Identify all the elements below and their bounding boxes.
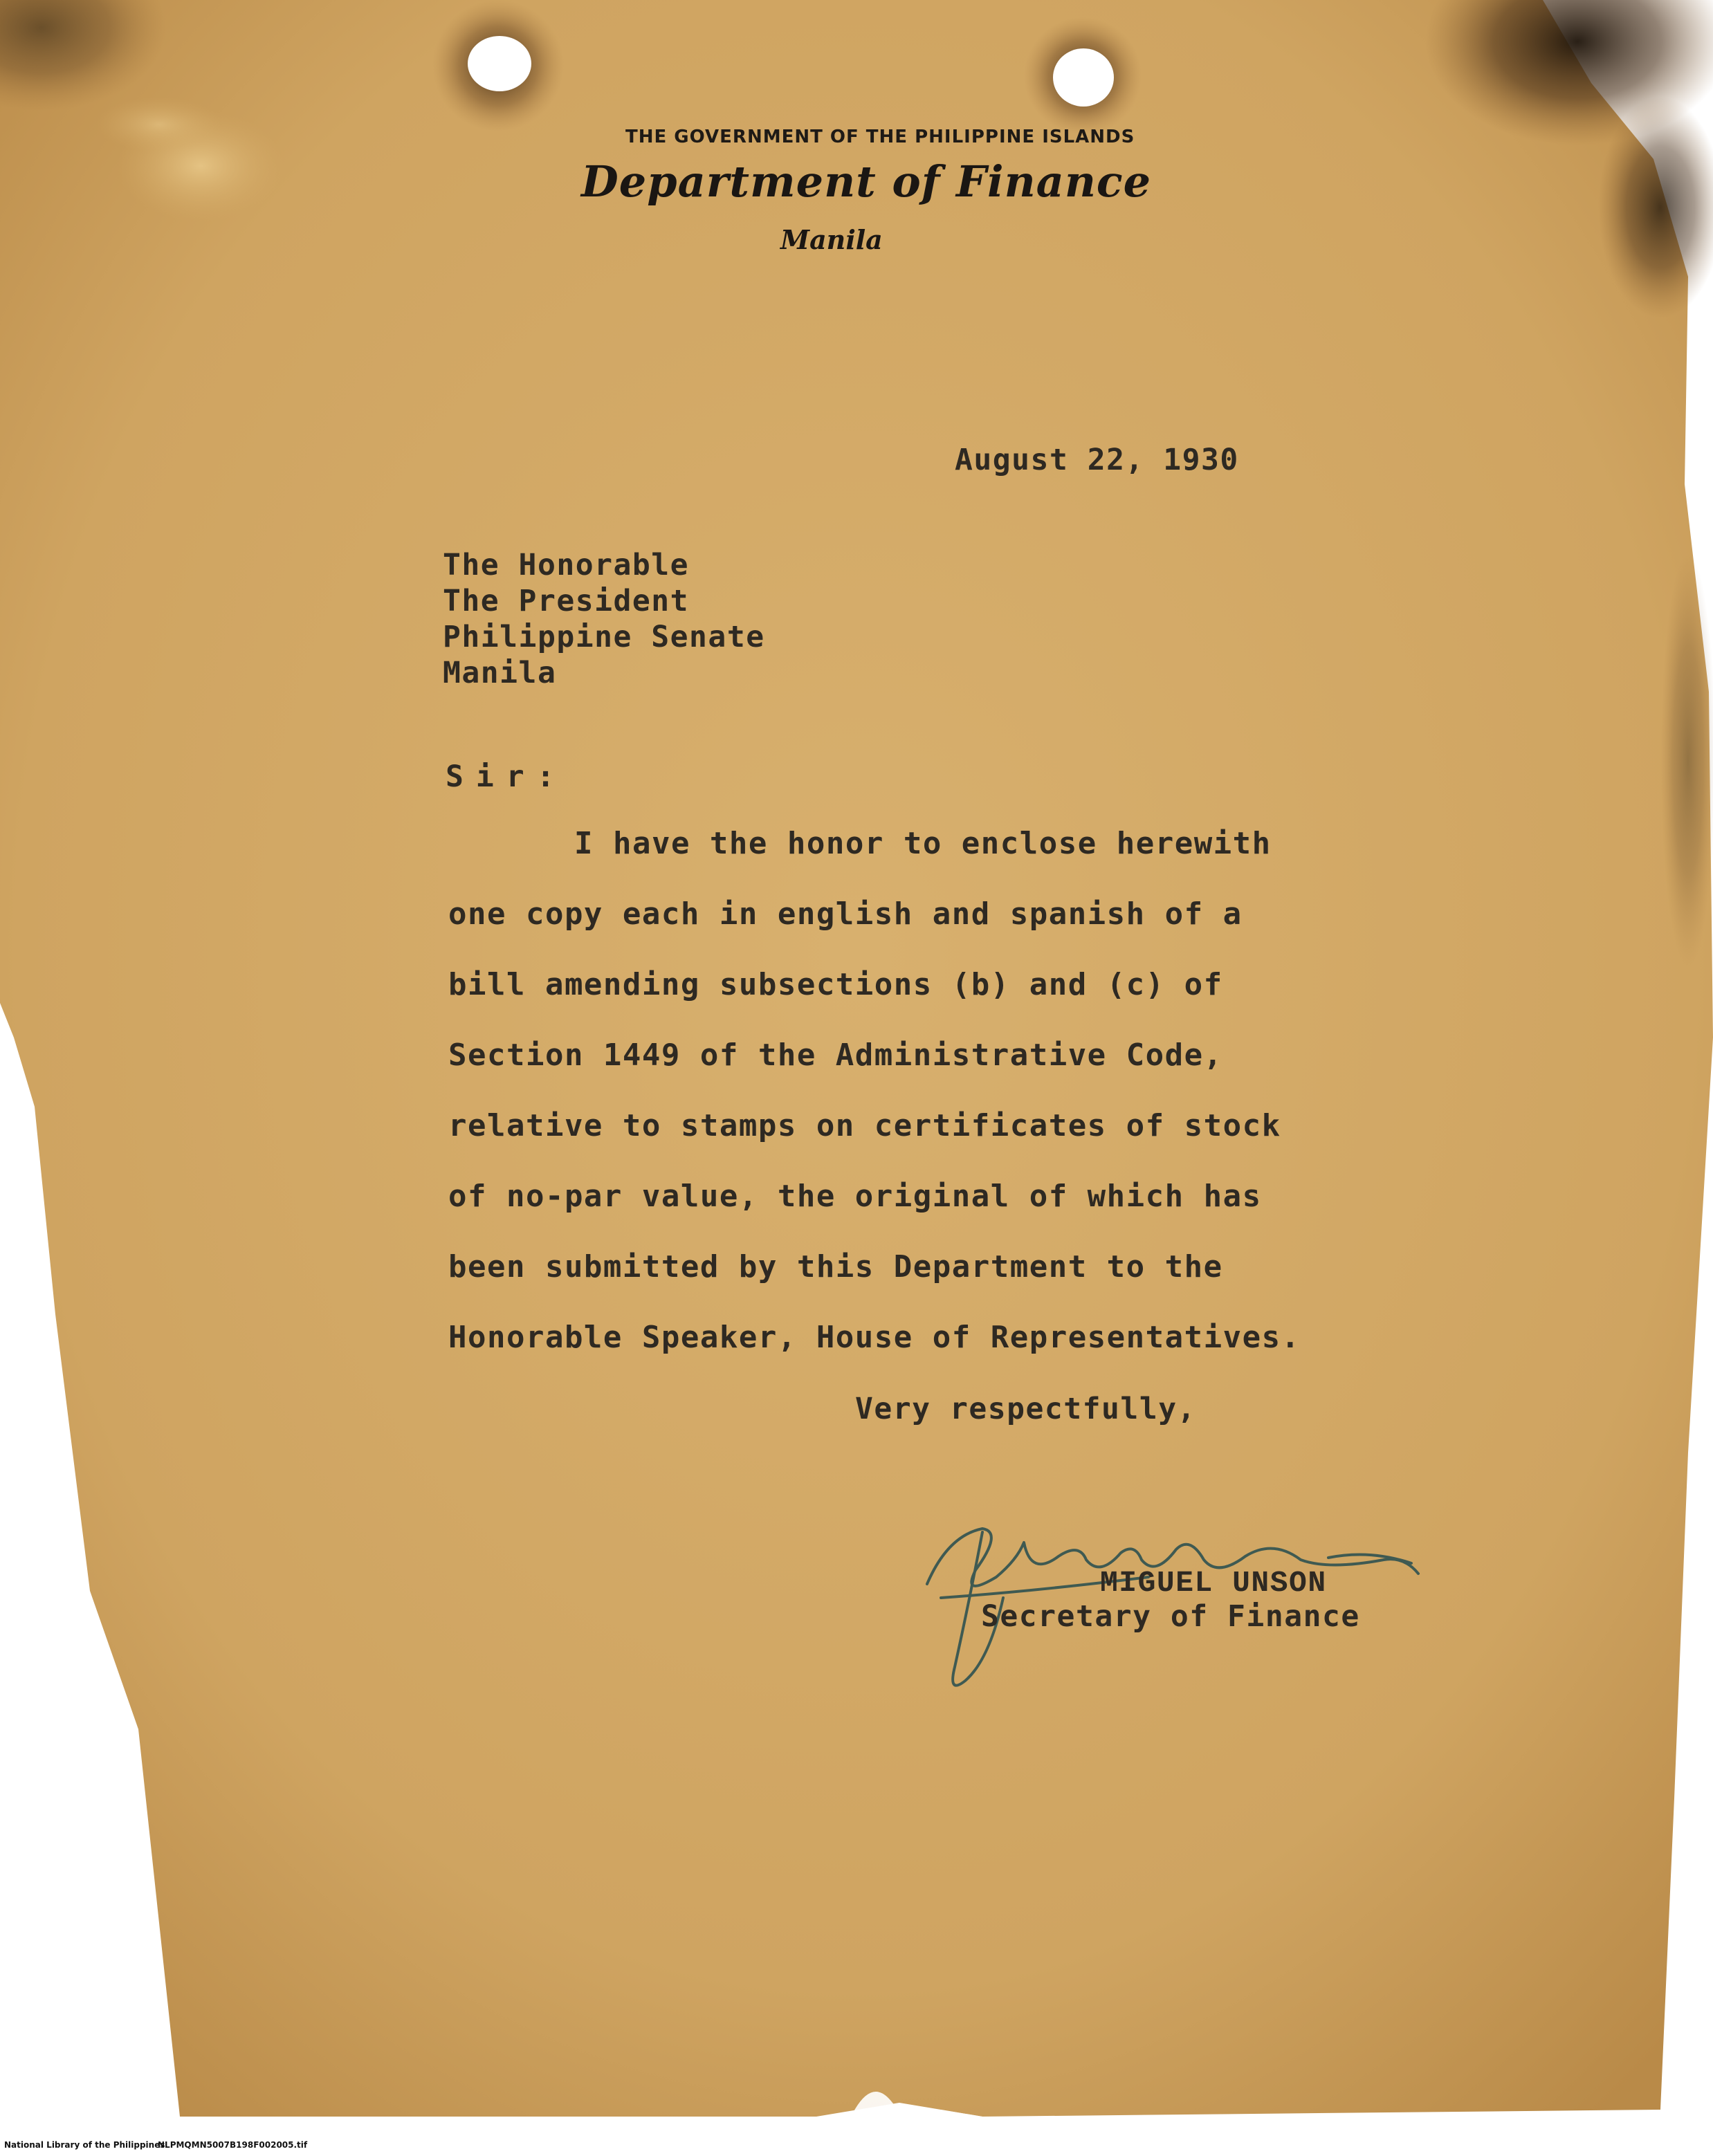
- closing: Very respectfully,: [855, 1392, 1196, 1426]
- salutation: Sir:: [446, 759, 567, 794]
- footer-filename: NLPMQMN5007B198F002005.tif: [158, 2140, 308, 2150]
- body-line: Section 1449 of the Administrative Code,: [448, 1038, 1223, 1073]
- address-line: Philippine Senate: [443, 620, 765, 654]
- letter-date: August 22, 1930: [955, 443, 1239, 477]
- address-line: The President: [443, 584, 690, 618]
- body-line: been submitted by this Department to the: [448, 1249, 1223, 1284]
- body-line: one copy each in english and spanish of a: [448, 896, 1243, 932]
- body-line: relative to stamps on certificates of stock: [448, 1108, 1281, 1143]
- body-line: I have the honor to enclose herewith: [574, 826, 1272, 861]
- address-line: The Honorable: [443, 548, 690, 582]
- footer-institution: National Library of the Philippines: [4, 2140, 165, 2150]
- signer-name: MIGUEL UNSON: [1100, 1566, 1327, 1600]
- letterhead-department: Department of Finance: [581, 156, 1152, 207]
- body-line: Honorable Speaker, House of Representatives.: [448, 1320, 1301, 1355]
- body-line: of no-par value, the original of which has: [448, 1179, 1262, 1214]
- letterhead-government: THE GOVERNMENT OF THE PHILIPPINE ISLANDS: [625, 127, 1135, 147]
- address-line: Manila: [443, 656, 557, 690]
- body-line: bill amending subsections (b) and (c) of: [448, 967, 1223, 1002]
- letterhead-city: Manila: [780, 224, 883, 255]
- signer-title: Secretary of Finance: [981, 1599, 1360, 1634]
